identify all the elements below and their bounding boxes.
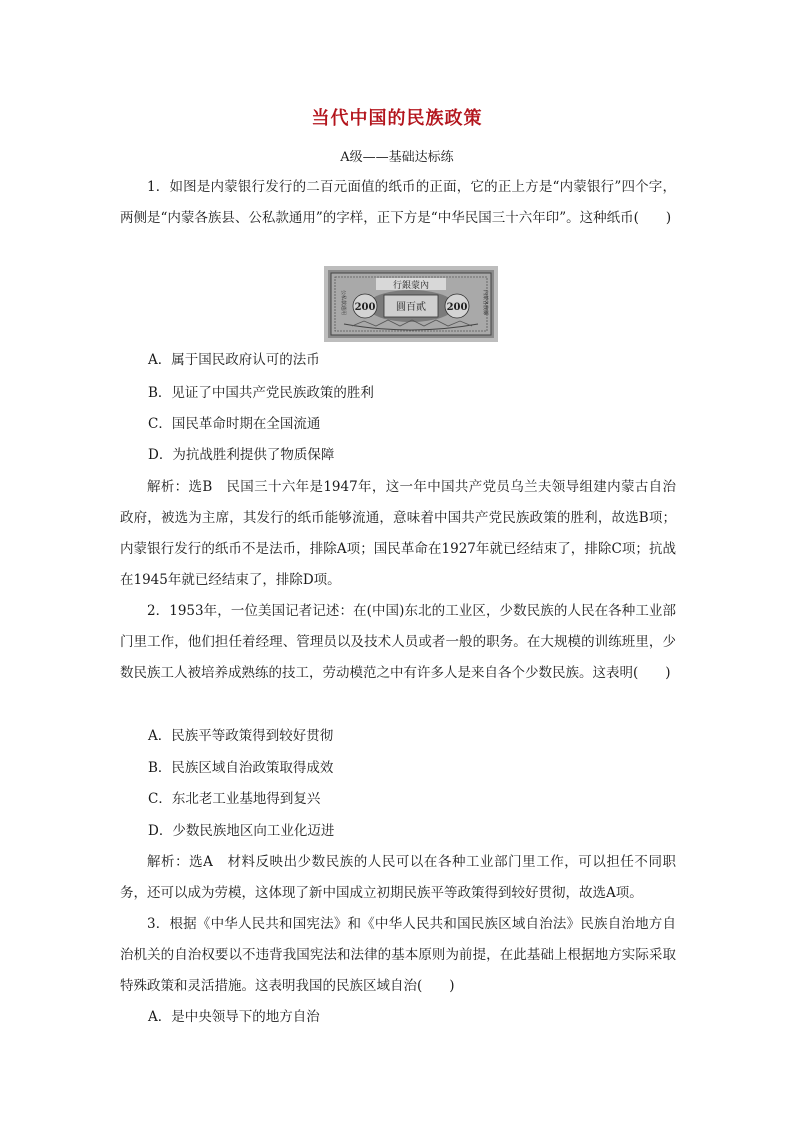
q1-option-d: D．为抗战胜利提供了物质保障 [148, 447, 335, 463]
q2-option-d: D．少数民族地区向工业化迈进 [148, 823, 335, 839]
q2-analysis: 解析：选A 材料反映出少数民族的人民可以在各种工业部门里工作，可以担任不同职务，还可以成为劳模，这体现了新中国成立初期民族平等政策得到较好贯彻，故选A项。 [120, 854, 676, 901]
q1-analysis: 解析：选B 民国三十六年是1947年，这一年中国共产党员乌兰夫领导组建内蒙古自治政府，被选为主席，其发行的纸币能够流通，意味着中国共产党民族政策的胜利，故选B项；内蒙银行发行的纸币不是法币，排除A项；国民革命在1927年就已经结束了，排除C项；抗战在1945年就已经结束了，排除D项。 [120, 479, 676, 588]
q1-option-b: B．见证了中国共产党民族政策的胜利 [148, 385, 374, 401]
banknote-top-text: 行銀蒙內 [392, 281, 430, 291]
section-heading: A级——基础达标练 [340, 150, 454, 165]
q1-option-c: C．国民革命时期在全国流通 [148, 416, 321, 432]
question-2-stem: 2．1953年，一位美国记者记述：在(中国)东北的工业区，少数民族的人民在各种工业部门里工作，他们担任着经理、管理员以及技术人员或者一般的职务。在大规模的训练班里，少数民族工人被培养成熟练的技工，劳动模范之中有许多人是来自各个少数民族。这表明( ) [120, 603, 676, 681]
banknote-left-text: 公私款通用 [340, 290, 346, 316]
banknote-denom-left: 200 [354, 302, 376, 313]
q1-option-a: A．属于国民政府认可的法币 [148, 352, 320, 368]
banknote-denom-right: 200 [446, 302, 468, 313]
question-1-stem: 1．如图是内蒙银行发行的二百元面值的纸币的正面，它的正上方是“内蒙银行”四个字，两侧是“内蒙各族县、公私款通用”的字样，正下方是“中华民国三十六年印”。这种纸币( ) [120, 179, 676, 226]
banknote-image [324, 266, 498, 342]
q3-option-a: A．是中央领导下的地方自治 [148, 1009, 320, 1025]
page-title: 当代中国的民族政策 [311, 108, 483, 129]
q2-option-b: B．民族区域自治政策取得成效 [148, 760, 334, 776]
question-3-stem: 3．根据《中华人民共和国宪法》和《中华人民共和国民族区域自治法》民族自治地方自治机关的自治权要以不违背我国宪法和法律的基本原则为前提，在此基础上根据地方实际采取特殊政策和灵活措施。这表明我国的民族区域自治( ) [120, 916, 676, 994]
q2-option-a: A．民族平等政策得到较好贯彻 [148, 728, 334, 744]
banknote-center-text: 圓百貳 [396, 302, 426, 313]
banknote-right-text: 內蒙各族縣 [482, 290, 488, 316]
q2-option-c: C．东北老工业基地得到复兴 [148, 791, 321, 807]
